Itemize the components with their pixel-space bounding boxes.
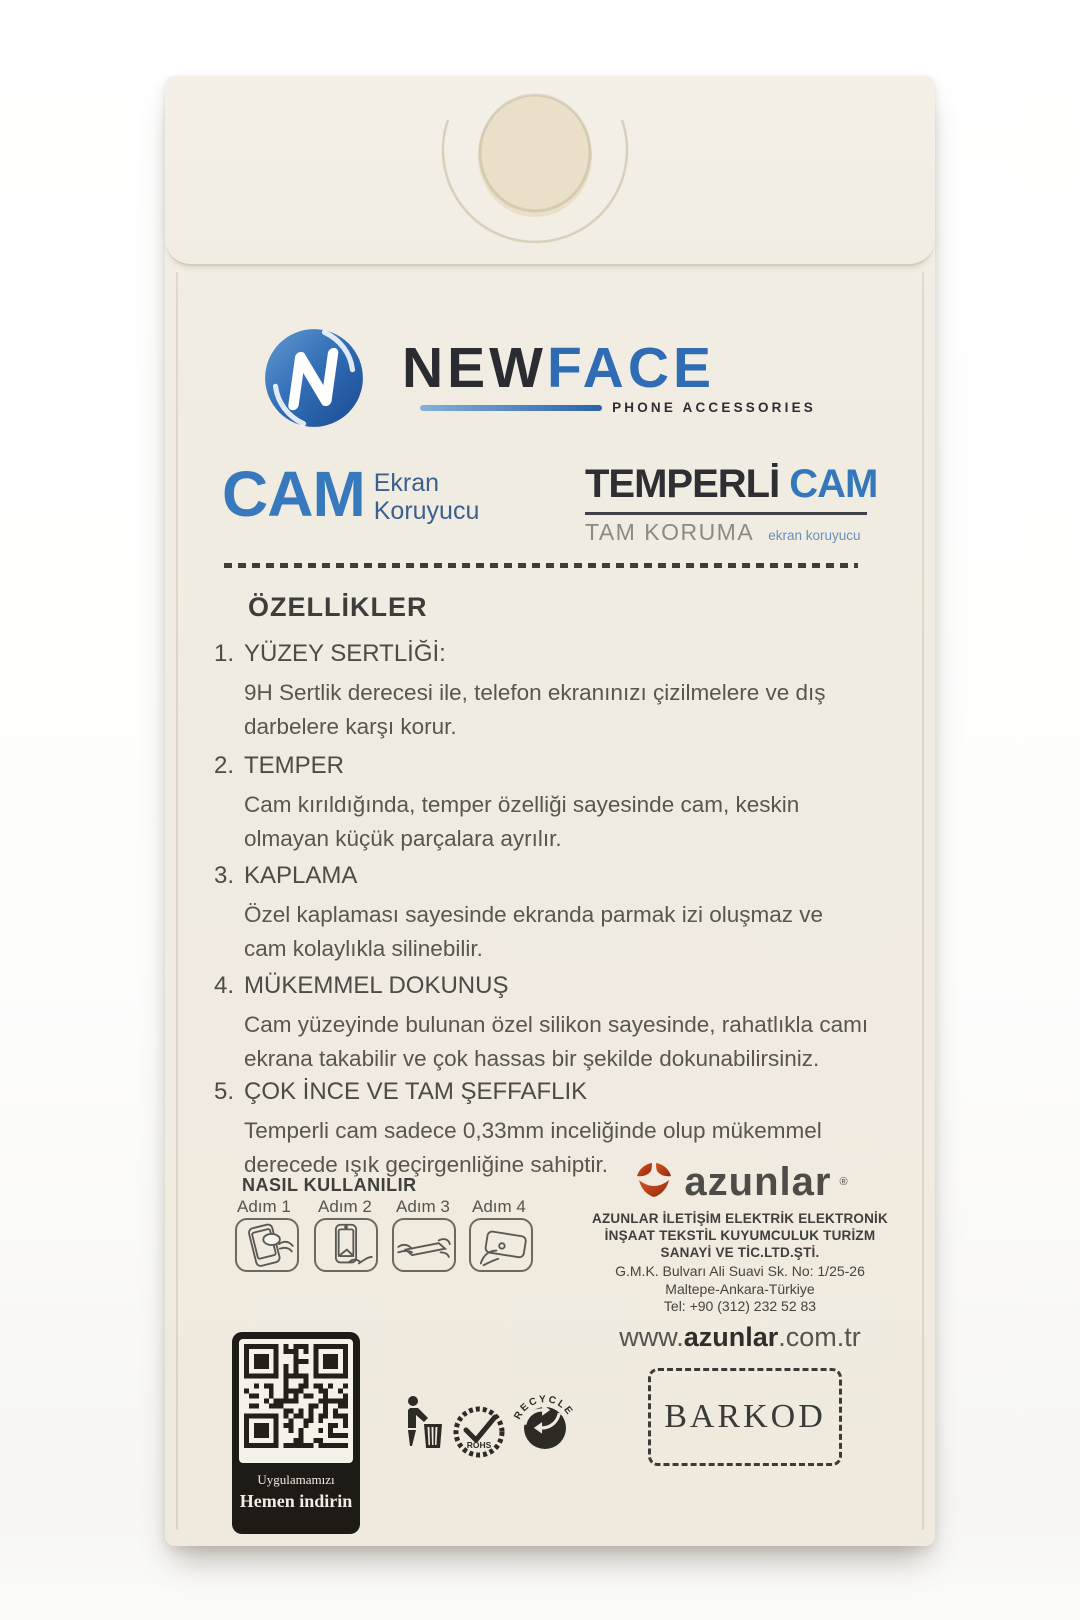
feature-number: 1. [214, 640, 235, 667]
newface-logo-icon [262, 326, 366, 430]
azunlar-logo-row [588, 1160, 892, 1204]
brand-wordmark [402, 336, 716, 400]
step-2-illustration [318, 1222, 374, 1268]
feature-title-text: TEMPER [244, 752, 345, 779]
brand-wordmark-face: FACE [546, 336, 716, 400]
feature-body: 9H Sertlik derecesi ile, telefon ekranınızı çizilmelere ve dış darbelere karşı korur. [244, 680, 826, 739]
rohs-label: ROHS [466, 1440, 492, 1450]
tidyman-icon [398, 1394, 444, 1454]
step-label-2: Adım 2 [318, 1197, 372, 1216]
qr-code-pattern [244, 1344, 348, 1448]
feature-title [214, 640, 854, 668]
qr-panel [232, 1332, 360, 1534]
cam-subtitle [374, 466, 480, 525]
barcode-box [648, 1368, 842, 1466]
step-label-1: Adım 1 [237, 1197, 291, 1216]
tam-koruma-row [585, 519, 867, 546]
feature-title [214, 752, 874, 780]
brand-tagline-row [420, 400, 816, 415]
feature-title [214, 972, 894, 1000]
feature-item-2 [214, 752, 874, 856]
feature-body: Cam kırıldığında, temper özelliği sayesinde cam, keskin olmayan küçük parçalara ayrılır. [244, 792, 800, 851]
features-heading: ÖZELLİKLER [248, 592, 428, 622]
usage-heading: NASIL KULLANILIR [242, 1175, 417, 1195]
company-line: İNŞAAT TEKSTİL KUYUMCULUK TURİZM [604, 1228, 876, 1243]
product-title-left [222, 458, 480, 530]
cam-subtitle-line2: Koruyucu [373, 496, 480, 525]
azunlar-wordmark: azunlar [684, 1160, 832, 1204]
azunlar-logo-icon [632, 1160, 676, 1204]
brand-tagline: PHONE ACCESSORIES [612, 400, 816, 415]
hang-hole [415, 82, 695, 260]
feature-title-text: MÜKEMMEL DOKUNUŞ [244, 972, 509, 999]
feature-item-4 [214, 972, 894, 1076]
barcode-label: BARKOD [664, 1398, 826, 1435]
qr-code [239, 1339, 353, 1463]
card-fold-left [176, 272, 178, 1530]
feature-title-text: KAPLAMA [244, 862, 358, 889]
feature-title-text: YÜZEY SERTLİĞİ: [244, 640, 446, 667]
company-website [588, 1322, 892, 1353]
cam-title: CAM [222, 458, 365, 530]
step-box-3 [392, 1218, 456, 1272]
registered-mark: ® [839, 1176, 848, 1188]
tam-koruma-label: TAM KORUMA [585, 519, 755, 545]
ekran-koruyucu-label: ekran koruyucu [768, 528, 861, 543]
feature-title-text: ÇOK İNCE VE TAM ŞEFFAFLIK [244, 1078, 588, 1105]
recycle-icon [512, 1386, 578, 1454]
card-fold-right [922, 272, 924, 1530]
step-box-4 [469, 1218, 533, 1272]
qr-caption-line1: Uygulamamızı [257, 1472, 335, 1487]
website-suffix: .com.tr [778, 1321, 861, 1352]
feature-body: Özel kaplaması sayesinde ekranda parmak izi oluşmaz ve cam kolaylıkla silinebilir. [244, 902, 824, 961]
feature-number: 5. [214, 1078, 235, 1105]
website-domain: azunlar [683, 1321, 779, 1352]
feature-body: Cam yüzeyinde bulunan özel silikon sayesinde, rahatlıkla camı ekrana takabilir ve çok hassas bir şekilde dokunabilirsiniz. [244, 1012, 869, 1071]
feature-number: 2. [214, 752, 235, 779]
temperli-title: TEMPERLİ [585, 462, 780, 506]
company-phone: Tel: +90 (312) 232 52 83 [663, 1298, 817, 1314]
step-box-1 [235, 1218, 299, 1272]
feature-number: 4. [214, 972, 235, 999]
website-prefix: www. [619, 1321, 684, 1352]
brand-underline [420, 405, 602, 411]
qr-caption-line2: Hemen indirin [239, 1491, 353, 1511]
step-1-illustration [239, 1222, 295, 1268]
product-title-right [585, 462, 878, 546]
brand-wordmark-new: NEW [402, 336, 547, 400]
feature-title [214, 1078, 874, 1106]
step-label-4: Adım 4 [472, 1197, 526, 1216]
temperli-cam-row [585, 462, 878, 515]
company-line: AZUNLAR İLETİŞİM ELEKTRİK ELEKTRONİK [592, 1211, 888, 1226]
temperli-cam-title: CAM [789, 462, 878, 506]
step-label-3: Adım 3 [396, 1197, 450, 1216]
feature-item-3 [214, 862, 854, 966]
feature-item-1 [214, 640, 854, 744]
company-address-line: G.M.K. Bulvarı Ali Suavi Sk. No: 1/25-26 [615, 1263, 865, 1279]
company-block [588, 1160, 892, 1353]
cam-subtitle-line1: Ekran [373, 469, 440, 497]
step-3-illustration [396, 1222, 452, 1268]
feature-number: 3. [214, 862, 235, 889]
package-flap [165, 76, 935, 266]
dashed-separator [224, 563, 858, 568]
feature-body: Temperli cam sadece 0,33mm inceliğinde olup mükemmel derecede ışık geçirgenliğine sahiptir. [244, 1118, 822, 1177]
step-4-illustration [473, 1222, 529, 1268]
step-box-2 [314, 1218, 378, 1272]
recycle-label: RECYCLE [512, 1394, 576, 1422]
company-address-line: Maltepe-Ankara-Türkiye [665, 1280, 815, 1297]
feature-title [214, 862, 854, 890]
company-line: SANAYİ VE TİC.LTD.ŞTİ. [660, 1245, 820, 1260]
rohs-icon [450, 1402, 508, 1460]
